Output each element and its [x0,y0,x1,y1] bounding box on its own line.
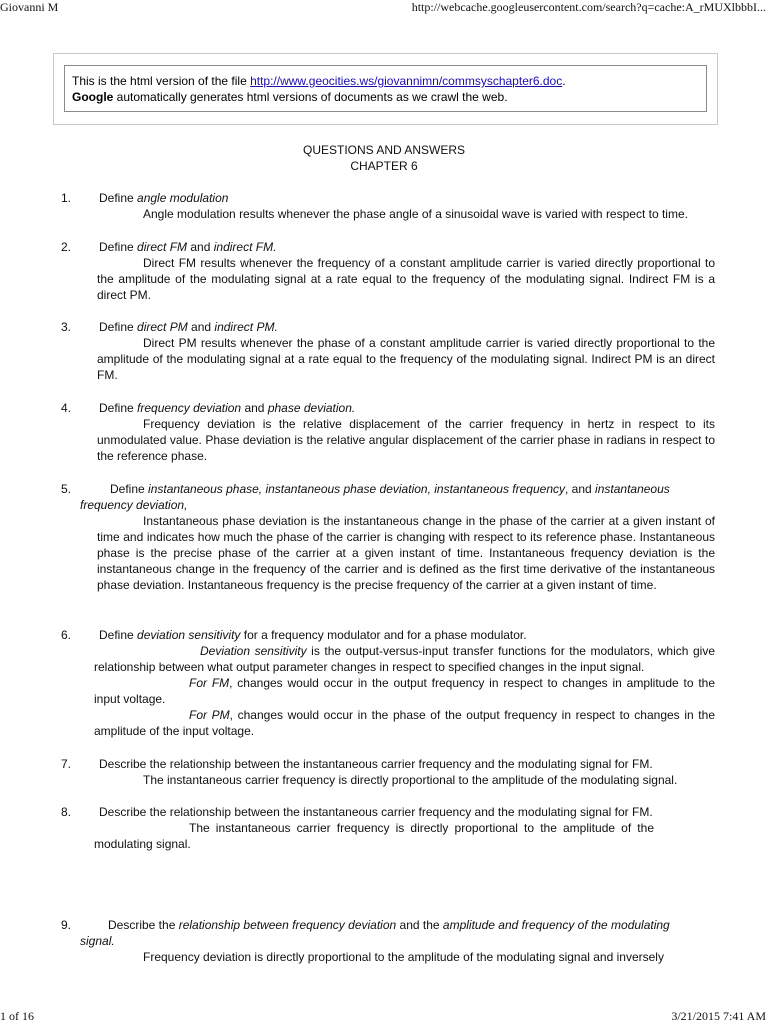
cache-notice-line2: automatically generates html versions of documents as we crawl the web. [113,90,508,104]
print-header-title: Giovanni M [0,0,59,14]
question-text: Define direct FM and indirect FM. [99,240,277,254]
question-number: 5. [61,482,72,496]
question-number: 6. [61,628,72,642]
question-2 [0,239,768,302]
question-number: 2. [61,240,72,254]
answer-text: Deviation sensitivity is the output-versus-input transfer functions for the modulators, which give relationship between what output parameter changes in respect to specified changes in the input signal. For FM, changes would occur in the output frequency in respect to changes in amplitude to the input voltage. For PM, changes would occur in the phase of the output frequency in respect to changes in the amplitude of the input voltage. [94,644,716,738]
answer-text: Frequency deviation is directly proportional to the amplitude of the modulating signal and inversely [143,950,664,964]
question-text: Define direct PM and indirect PM. [99,320,278,334]
cache-notice [64,65,707,112]
question-8 [0,804,768,851]
question-number: 3. [61,320,72,334]
answer-text: The instantaneous carrier frequency is directly proportional to the amplitude of the modulating signal. [143,773,678,787]
question-number: 4. [61,401,72,415]
question-text: Define frequency deviation and phase deviation. [99,401,356,415]
answer-text: Direct PM results whenever the phase of a constant amplitude carrier is varied directly proportional to the amplitude of the modulating signal at a rate equal to the frequency of the modulating signal. Indirect PM is an direct FM. [97,336,715,382]
question-text: Define deviation sensitivity for a frequency modulator and for a phase modulator. [99,628,527,642]
google-label: Google [72,90,114,104]
cache-notice-frame [53,53,718,125]
cache-notice-suffix: . [562,74,566,88]
cache-notice-prefix: This is the html version of the file [72,74,251,88]
question-number: 1. [61,191,72,205]
question-text: Describe the relationship between the instantaneous carrier frequency and the modulating signal for FM. [99,757,653,771]
question-number: 8. [61,805,72,819]
answer-text: Direct FM results whenever the frequency of a constant amplitude carrier is varied directly proportional to the amplitude of the modulating signal at a rate equal to the frequency of the modulating signal. Indirect FM is a direct PM. [97,256,715,302]
question-4 [0,400,768,463]
question-text-cont: frequency deviation, [80,498,188,512]
answer-text: The instantaneous carrier frequency is directly proportional to the amplitude of the modulating signal. [94,821,654,851]
doc-chapter: CHAPTER 6 [350,159,418,173]
print-header-url: http://webcache.googleusercontent.com/search?q=cache:A_rMUXlbbbI... [411,0,766,14]
question-text: Describe the relationship between the instantaneous carrier frequency and the modulating signal for FM. [99,805,653,819]
question-number: 9. [61,918,72,932]
question-7 [0,756,768,787]
question-text-cont: signal. [80,934,115,948]
doc-title: QUESTIONS AND ANSWERS [302,143,466,157]
print-timestamp: 3/21/2015 7:41 AM [671,1009,766,1023]
question-9 [0,917,768,964]
answer-text: Angle modulation results whenever the phase angle of a sinusoidal wave is varied with respect to time. [143,207,688,221]
answer-text: Frequency deviation is the relative displacement of the carrier frequency in hertz in respect to its unmodulated value. Phase deviation is the relative angular displacement of the carrier phase in radians in respect to the reference phase. [97,417,715,463]
question-text: Define instantaneous phase, instantaneous phase deviation, instantaneous frequency, and instantaneous [110,482,670,496]
question-number: 7. [61,757,72,771]
question-5 [0,481,768,592]
question-3 [0,319,768,382]
question-text: Describe the relationship between frequency deviation and the amplitude and frequency of the modulating [108,918,670,932]
question-text: Define angle modulation [99,191,229,205]
page-counter: 1 of 16 [0,1009,34,1023]
source-doc-link[interactable]: http://www.geocities.ws/giovannimn/commsyschapter6.doc [250,74,563,88]
print-header [0,0,768,14]
answer-text: Instantaneous phase deviation is the instantaneous change in the phase of the carrier at a given instant of time and indicates how much the phase of the carrier is changing with respect to its reference phase. Instantaneous phase is the precise phase of the carrier at a given instant of time. Instantaneous frequency deviation is the instantaneous change in the frequency of the carrier and is defined as the first time derivative of the instantaneous phase deviation. Instantaneous frequency is the precise frequency of the carrier at a given instant of time. [97,514,715,592]
question-6 [0,627,768,738]
question-1 [0,190,768,221]
print-footer [0,1010,768,1024]
